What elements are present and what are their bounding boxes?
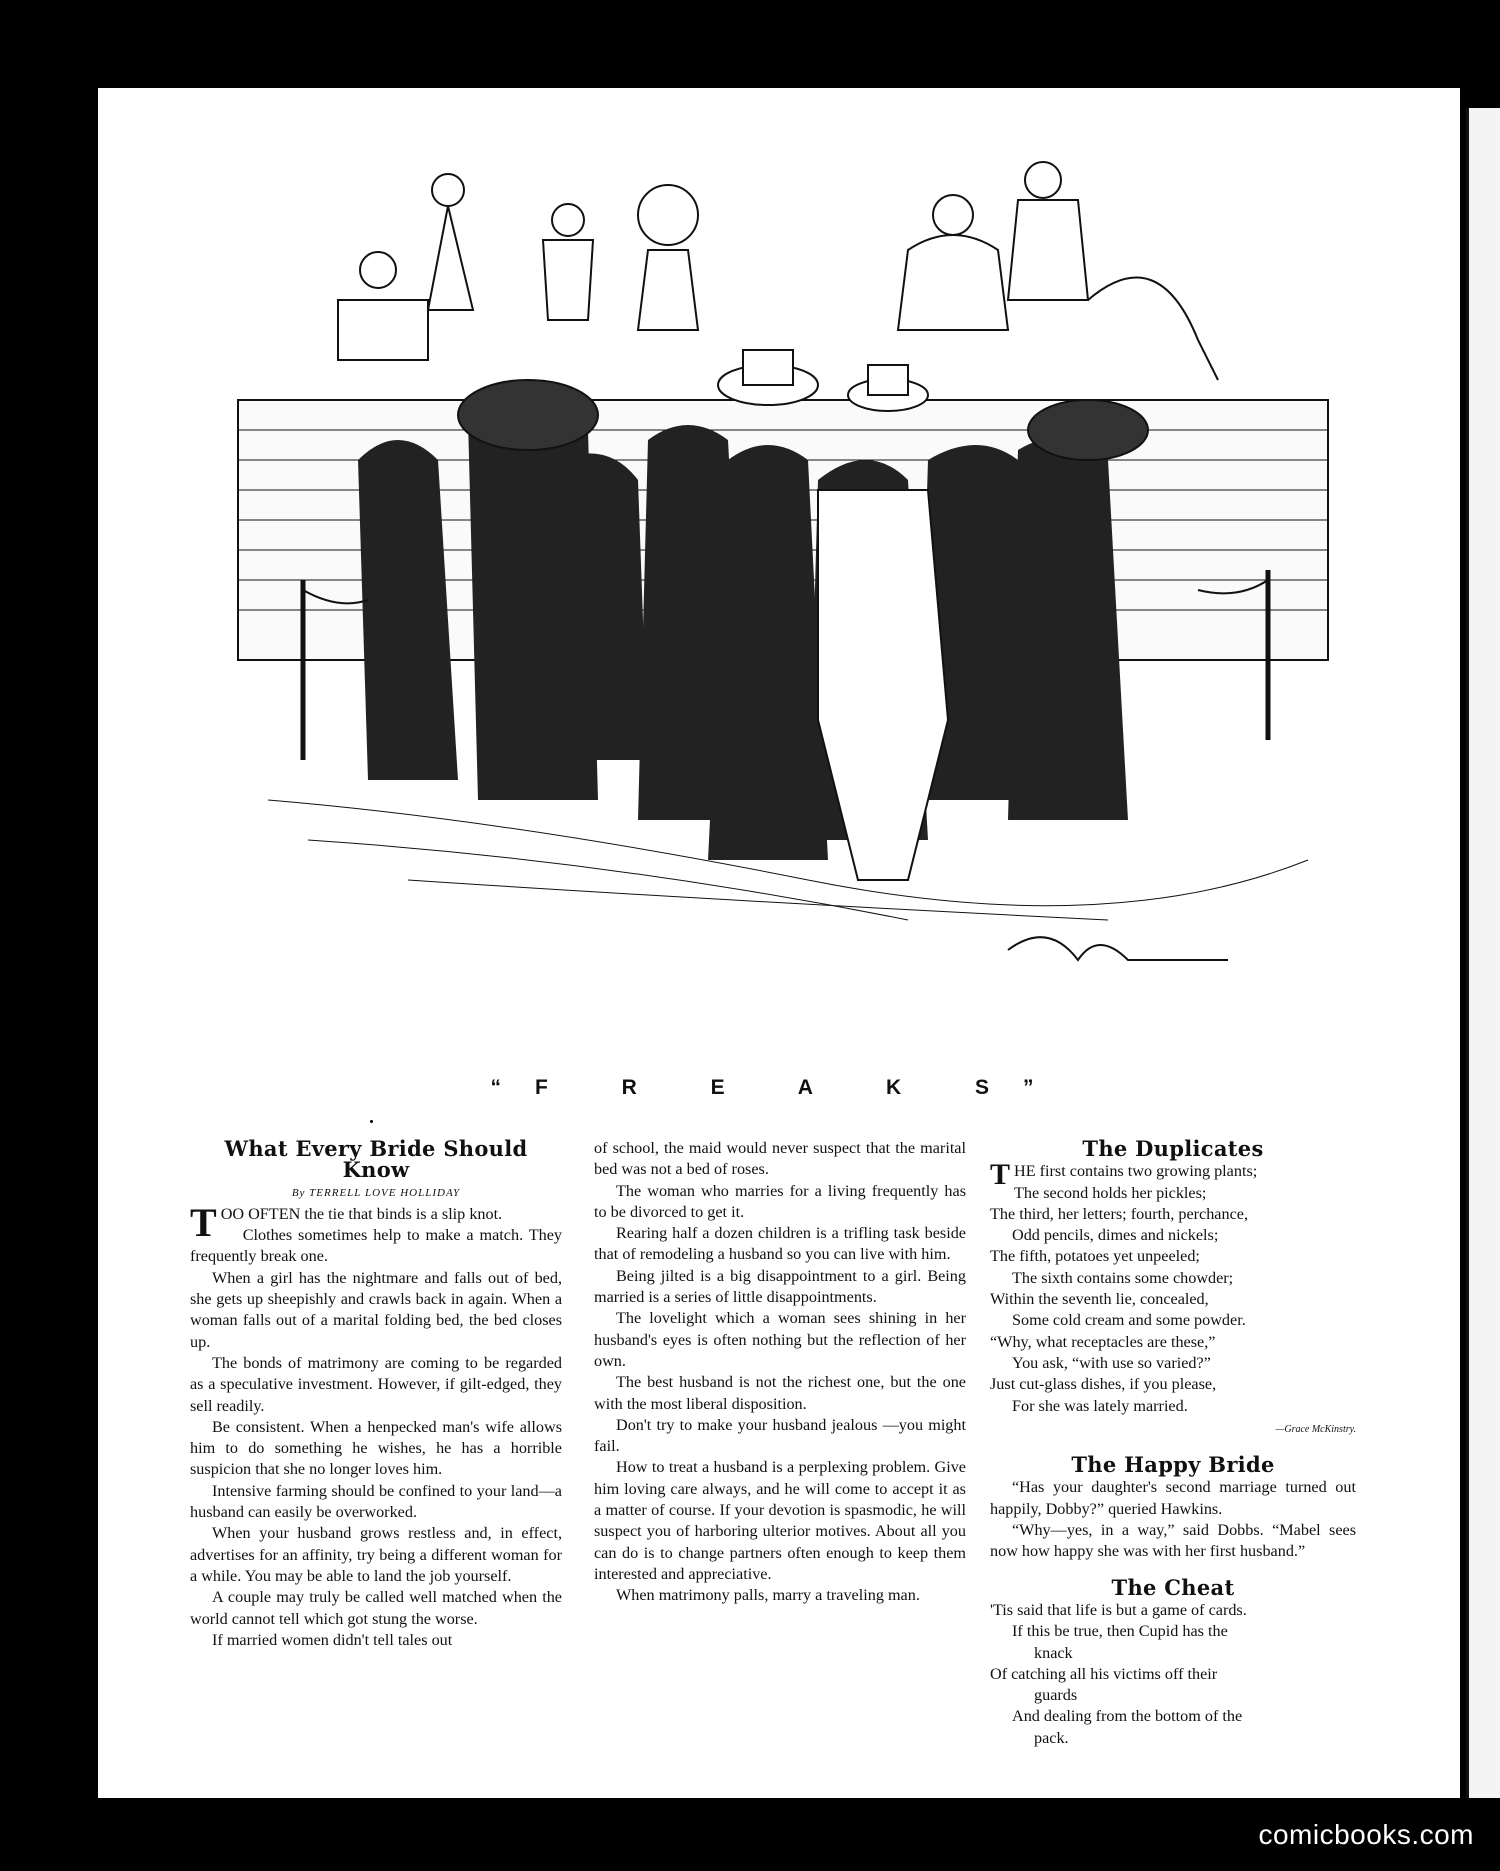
illustration-caption: “F R E A K S” [490, 1076, 1068, 1099]
verse-line: And dealing from the bottom of the [1012, 1707, 1243, 1726]
article-paragraph: Intensive farming should be confined to your land—a husband can easily be overworked. [190, 1481, 562, 1522]
column-poems [990, 1138, 1356, 1749]
verse-line: pack. [1034, 1728, 1069, 1747]
verse-line: You ask, “with use so varied?” [1012, 1353, 1211, 1372]
verse-line: 'Tis said that life is but a game of cards. [990, 1600, 1247, 1619]
verse-line: For she was lately married. [1012, 1396, 1188, 1415]
article-paragraph: Clothes sometimes help to make a match. They frequently break one. [190, 1226, 562, 1266]
verse-line: guards [1034, 1686, 1078, 1705]
poem-title-duplicates: The Duplicates [1082, 1136, 1264, 1161]
verse-line: knack [1034, 1643, 1073, 1662]
article-paragraph: How to treat a husband is a perplexing problem. Give him loving care always, and he will come to accept it as a matter of course. If your devotion is spasmodic, he will suspect you of harboring ulterior motives. About all you can do is to change partners often enough to keep them interested and appreciative. [594, 1458, 966, 1583]
article-paragraph [190, 1199, 562, 1245]
article-paragraph: The bonds of matrimony are coming to be regarded as a speculative investment. However, if gilt-edged, they sell readily. [190, 1353, 562, 1415]
article-paragraph: of school, the maid would never suspect that the marital bed was not a bed of roses. [594, 1139, 966, 1179]
article-paragraph: “Why—yes, in a way,” said Dobbs. “Mabel sees now how happy she was with her first husband.” [990, 1521, 1356, 1561]
article-paragraph: A couple may truly be called well matched when the world cannot tell which got stung the worse. [190, 1588, 562, 1628]
article-paragraph: The best husband is not the richest one, but the one with the most liberal disposition. [594, 1373, 966, 1413]
article-paragraph: “Has your daughter's second marriage turned out happily, Dobby?” queried Hawkins. [990, 1478, 1356, 1518]
magazine-page [98, 88, 1460, 1798]
article-byline: By TERRELL LOVE HOLLIDAY [291, 1186, 461, 1199]
article-paragraph: If married women didn't tell tales out [212, 1630, 453, 1649]
verse-line: Just cut-glass dishes, if you please, [990, 1375, 1217, 1394]
drop-cap: T [190, 1199, 217, 1245]
poem-attribution: —Grace McKinstry. [1275, 1423, 1356, 1435]
paragraph-text: OO OFTEN the tie that binds is a slip knot. [220, 1204, 503, 1223]
verse-line [990, 1158, 1356, 1192]
section-title-happy-bride: The Happy Bride [1071, 1452, 1275, 1478]
verse-line: Odd pencils, dimes and nickels; [1012, 1226, 1219, 1245]
article-title: What Every Bride Should Know [224, 1136, 528, 1183]
verse-line: The fifth, potatoes yet unpeeled; [990, 1247, 1200, 1266]
drop-cap: T [990, 1158, 1011, 1192]
verse-line: “Why, what receptacles are these,” [990, 1332, 1216, 1351]
verse-line: The second holds her pickles; [1014, 1183, 1207, 1202]
article-paragraph: When matrimony palls, marry a traveling man. [616, 1586, 920, 1605]
section-cheat [990, 1574, 1356, 1749]
article-paragraph: The woman who marries for a living frequently has to be divorced to get it. [594, 1181, 966, 1221]
column-what-every-bride [190, 1138, 562, 1651]
article-paragraph: When your husband grows restless and, in effect, advertises for an affinity, try being a different woman for a while. You may be able to land the job yourself. [190, 1524, 562, 1585]
article-paragraph: Being jilted is a big disappointment to a girl. Being married is a series of little disappointments. [594, 1266, 966, 1307]
freaks-illustration [208, 160, 1358, 1080]
article-paragraph: Be consistent. When a henpecked man's wife allows him to do something he wishes, he has a horrible suspicion that she no longer loves him. [190, 1417, 562, 1479]
watermark: comicbooks.com [1258, 1819, 1474, 1850]
poem-duplicates [990, 1158, 1356, 1440]
verse-line: The third, her letters; fourth, perchance, [990, 1204, 1248, 1223]
facing-page-edge [1466, 108, 1500, 1798]
verse-line: Within the seventh lie, concealed, [990, 1290, 1209, 1309]
section-happy-bride [990, 1454, 1356, 1562]
verse-line: If this be true, then Cupid has the [1012, 1622, 1228, 1641]
article-paragraph: When a girl has the nightmare and falls out of bed, she gets up sheepishly and crawls back in again. When a woman falls out of a marital folding bed, the bed closes up. [190, 1268, 562, 1351]
column-continued [594, 1138, 966, 1607]
article-paragraph: Don't try to make your husband jealous —you might fail. [594, 1415, 966, 1456]
article-paragraph: Rearing half a dozen children is a trifling task beside that of remodeling a husband so you can live with him. [594, 1224, 966, 1264]
ink-dot [370, 1120, 373, 1123]
section-title-cheat: The Cheat [1111, 1574, 1235, 1600]
article-paragraph: The lovelight which a woman sees shining in her husband's eyes is often nothing but the reflection of her own. [594, 1309, 966, 1370]
verse-line: Of catching all his victims off their [990, 1664, 1218, 1683]
verse-line: Some cold cream and some powder. [1012, 1311, 1246, 1330]
verse-text: HE first contains two growing plants; [1014, 1162, 1258, 1181]
verse-line: The sixth contains some chowder; [1012, 1268, 1234, 1287]
